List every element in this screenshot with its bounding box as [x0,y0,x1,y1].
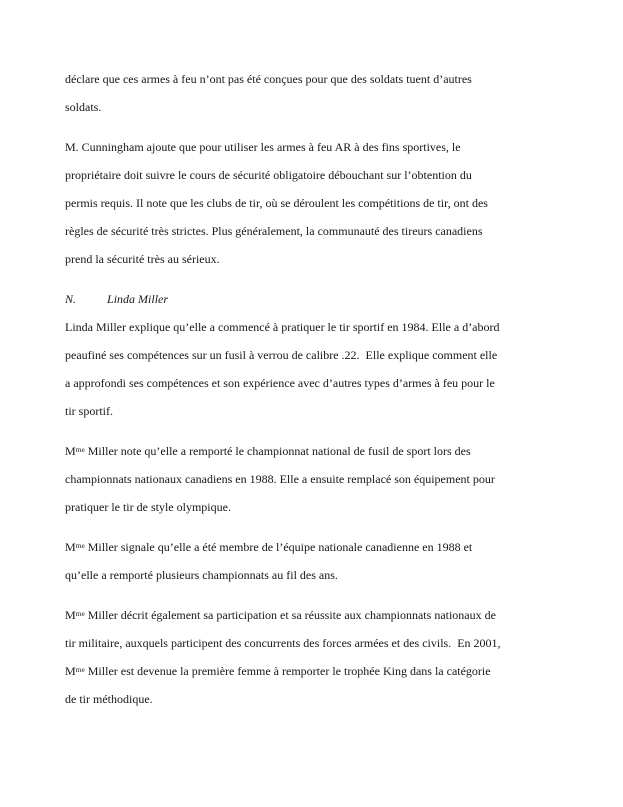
paragraph-linda-debut [65,313,603,425]
text-run: a approfondi ses compétences et son expérience avec d’autres types d’armes à feu pour le [65,376,495,390]
text-line [65,657,603,685]
paragraph-soldats [65,65,603,121]
text-line [65,629,603,657]
text-line [65,133,603,161]
text-run: M [65,608,76,622]
text-line [65,465,603,493]
text-run: tir sportif. [65,404,113,418]
text-line [65,601,603,629]
text-run: peaufiné ses compétences sur un fusil à verrou de calibre .22. Elle explique comment elle [65,348,498,362]
paragraph-cunningham [65,133,603,273]
text-run: N. [65,292,77,306]
text-run: Miller est devenue la première femme à remporter le trophée King dans la catégorie [84,664,491,678]
text-run: déclare que ces armes à feu n’ont pas été conçues pour que des soldats tuent d’autres [65,72,472,86]
text-line [65,397,603,425]
text-run: Linda Miller [107,292,169,306]
text-run: Miller signale qu’elle a été membre de l’équipe nationale canadienne en 1988 et [84,540,473,554]
text-line [65,313,603,341]
text-run: prend la sécurité très au sérieux. [65,252,220,266]
text-run: Miller note qu’elle a remporté le championnat national de fusil de sport lors des [84,444,471,458]
paragraph-championnat-1988 [65,437,603,521]
text-run: de tir méthodique. [65,692,153,706]
text-line [65,493,603,521]
superscript-text: me [75,445,85,455]
text-run: Linda Miller explique qu’elle a commencé à pratiquer le tir sportif en 1984. Elle a d’abord [65,320,500,334]
text-line [65,685,603,713]
text-line [65,369,603,397]
text-line [65,561,603,589]
text-line [65,93,603,121]
text-run: championnats nationaux canadiens en 1988. Elle a ensuite remplacé son équipement pour [65,472,495,486]
text-run: règles de sécurité très strictes. Plus généralement, la communauté des tireurs canadiens [65,224,483,238]
paragraph-equipe-nationale [65,533,603,589]
superscript-text: me [75,541,85,551]
text-run: M. Cunningham ajoute que pour utiliser les armes à feu AR à des fins sportives, le [65,140,461,154]
text-run: permis requis. Il note que les clubs de tir, où se déroulent les compétitions de tir, ont des [65,196,488,210]
text-line [65,65,603,93]
text-line [65,341,603,369]
text-run: M [65,540,76,554]
text-run: soldats. [65,100,102,114]
text-run: M [65,664,76,678]
text-line [65,285,603,313]
superscript-text: me [75,609,85,619]
superscript-text: me [75,665,85,675]
text-line [65,189,603,217]
text-line [65,533,603,561]
text-run: propriétaire doit suivre le cours de sécurité obligatoire débouchant sur l’obtention du [65,168,472,182]
text-line [65,437,603,465]
section-heading-linda-miller [65,285,603,313]
text-run: Miller décrit également sa participation et sa réussite aux championnats nationaux de [84,608,496,622]
paragraph-tir-militaire [65,601,603,713]
text-line [65,217,603,245]
text-run: M [65,444,76,458]
text-run: pratiquer le tir de style olympique. [65,500,231,514]
text-line [65,161,603,189]
text-run: tir militaire, auxquels participent des concurrents des forces armées et des civils. En 2001, [65,636,501,650]
text-line [65,245,603,273]
text-run: qu’elle a remporté plusieurs championnats au fil des ans. [65,568,338,582]
